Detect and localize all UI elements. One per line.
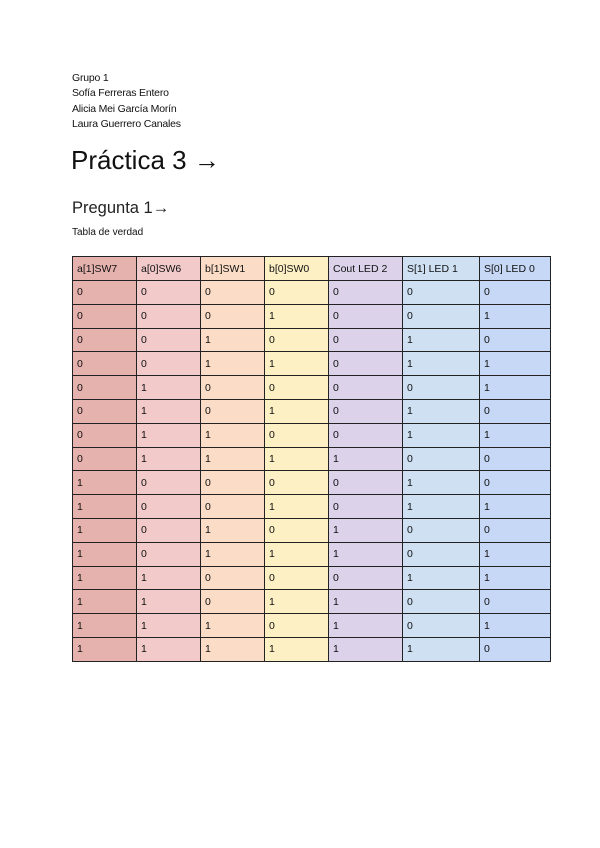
table-row — [73, 328, 551, 352]
table-cell: 0 — [137, 471, 201, 495]
table-cell: 0 — [73, 447, 137, 471]
table-cell: 1 — [480, 542, 551, 566]
table-cell: 1 — [265, 447, 329, 471]
table-cell: 0 — [73, 304, 137, 328]
table-row — [73, 518, 551, 542]
table-cell: 0 — [403, 542, 480, 566]
table-cell: 0 — [265, 566, 329, 590]
table-cell: 0 — [480, 471, 551, 495]
table-cell: 0 — [201, 376, 265, 400]
table-cell: 1 — [480, 566, 551, 590]
table-row — [73, 304, 551, 328]
table-cell: 1 — [265, 637, 329, 661]
table-cell: 0 — [137, 495, 201, 519]
table-cell: 1 — [137, 376, 201, 400]
table-cell: 0 — [480, 518, 551, 542]
table-cell: 0 — [73, 328, 137, 352]
table-cell: 1 — [265, 590, 329, 614]
table-cell: 0 — [329, 281, 403, 305]
table-cell: 1 — [137, 423, 201, 447]
table-cell: 1 — [480, 304, 551, 328]
table-cell: 1 — [73, 566, 137, 590]
table-cell: 1 — [329, 590, 403, 614]
table-cell: 1 — [329, 542, 403, 566]
table-cell: 1 — [137, 637, 201, 661]
table-cell: 1 — [73, 518, 137, 542]
table-cell: 0 — [329, 423, 403, 447]
table-cell: 0 — [265, 328, 329, 352]
column-header: Cout LED 2 — [329, 257, 403, 281]
table-cell: 1 — [73, 614, 137, 638]
table-cell: 0 — [265, 518, 329, 542]
table-cell: 0 — [201, 399, 265, 423]
table-cell: 0 — [480, 328, 551, 352]
table-cell: 0 — [137, 518, 201, 542]
column-header: a[0]SW6 — [137, 257, 201, 281]
table-row — [73, 637, 551, 661]
table-cell: 0 — [329, 376, 403, 400]
table-cell: 1 — [480, 614, 551, 638]
table-cell: 0 — [137, 328, 201, 352]
table-cell: 1 — [480, 423, 551, 447]
table-cell: 1 — [201, 423, 265, 447]
table-cell: 0 — [329, 495, 403, 519]
column-header: S[1] LED 1 — [403, 257, 480, 281]
table-cell: 0 — [201, 566, 265, 590]
table-cell: 0 — [403, 518, 480, 542]
table-cell: 0 — [480, 637, 551, 661]
table-cell: 0 — [329, 399, 403, 423]
table-cell: 0 — [73, 423, 137, 447]
section-heading: Pregunta 1→ — [72, 199, 170, 217]
table-cell: 0 — [201, 590, 265, 614]
table-cell: 0 — [73, 399, 137, 423]
author-block — [72, 71, 181, 132]
table-cell: 1 — [137, 399, 201, 423]
table-cell: 1 — [403, 471, 480, 495]
table-row — [73, 590, 551, 614]
table-cell: 1 — [201, 518, 265, 542]
author-name: Alicia Mei García Morín — [72, 102, 177, 115]
table-cell: 1 — [265, 542, 329, 566]
table-row — [73, 566, 551, 590]
table-cell: 1 — [480, 352, 551, 376]
table-cell: 0 — [480, 399, 551, 423]
table-cell: 1 — [265, 495, 329, 519]
table-cell: 1 — [403, 637, 480, 661]
table-cell: 0 — [480, 281, 551, 305]
table-cell: 1 — [137, 447, 201, 471]
table-cell: 1 — [265, 399, 329, 423]
table-cell: 1 — [137, 566, 201, 590]
group-name: Grupo 1 — [72, 72, 109, 84]
table-cell: 1 — [201, 447, 265, 471]
table-cell: 1 — [201, 328, 265, 352]
table-cell: 1 — [201, 542, 265, 566]
table-cell: 0 — [329, 328, 403, 352]
table-cell: 1 — [73, 471, 137, 495]
table-cell: 1 — [73, 590, 137, 614]
table-cell: 1 — [480, 495, 551, 519]
table-cell: 0 — [329, 566, 403, 590]
page-title: Práctica 3 → — [71, 145, 220, 175]
author-name: Laura Guerrero Canales — [72, 117, 181, 130]
table-cell: 0 — [403, 304, 480, 328]
table-cell: 1 — [201, 637, 265, 661]
table-cell: 0 — [201, 281, 265, 305]
table-cell: 1 — [329, 518, 403, 542]
table-cell: 0 — [201, 495, 265, 519]
table-cell: 0 — [403, 590, 480, 614]
table-cell: 1 — [329, 637, 403, 661]
column-header: b[1]SW1 — [201, 257, 265, 281]
table-cell: 0 — [137, 304, 201, 328]
table-row — [73, 542, 551, 566]
table-cell: 0 — [403, 447, 480, 471]
table-cell: 1 — [137, 590, 201, 614]
table-cell: 1 — [403, 495, 480, 519]
table-row — [73, 471, 551, 495]
author-name: Sofía Ferreras Entero — [72, 87, 169, 100]
column-header: a[1]SW7 — [73, 257, 137, 281]
table-row — [73, 399, 551, 423]
table-cell: 0 — [137, 281, 201, 305]
table-cell: 0 — [480, 447, 551, 471]
table-cell: 0 — [137, 542, 201, 566]
table-row — [73, 495, 551, 519]
table-cell: 0 — [265, 614, 329, 638]
column-header: b[0]SW0 — [265, 257, 329, 281]
table-row — [73, 447, 551, 471]
table-cell: 0 — [265, 376, 329, 400]
table-row — [73, 423, 551, 447]
table-cell: 1 — [403, 566, 480, 590]
table-cell: 1 — [73, 637, 137, 661]
table-row — [73, 281, 551, 305]
table-cell: 0 — [403, 376, 480, 400]
table-cell: 1 — [403, 328, 480, 352]
table-cell: 1 — [329, 447, 403, 471]
table-cell: 1 — [73, 542, 137, 566]
table-cell: 0 — [329, 304, 403, 328]
table-cell: 0 — [73, 376, 137, 400]
table-cell: 1 — [137, 614, 201, 638]
truth-table — [72, 256, 551, 662]
table-row — [73, 614, 551, 638]
table-cell: 1 — [265, 352, 329, 376]
table-cell: 1 — [73, 495, 137, 519]
table-cell: 1 — [265, 304, 329, 328]
table-cell: 1 — [403, 352, 480, 376]
table-cell: 1 — [403, 423, 480, 447]
table-cell: 1 — [201, 614, 265, 638]
table-cell: 1 — [201, 352, 265, 376]
table-row — [73, 352, 551, 376]
column-header: S[0] LED 0 — [480, 257, 551, 281]
table-cell: 0 — [73, 352, 137, 376]
table-cell: 0 — [403, 281, 480, 305]
table-cell: 0 — [265, 423, 329, 447]
table-cell: 1 — [329, 614, 403, 638]
table-cell: 0 — [329, 471, 403, 495]
table-cell: 1 — [403, 399, 480, 423]
table-cell: 0 — [201, 471, 265, 495]
table-caption: Tabla de verdad — [72, 227, 144, 238]
table-cell: 0 — [201, 304, 265, 328]
table-cell: 0 — [137, 352, 201, 376]
table-cell: 1 — [480, 376, 551, 400]
table-cell: 0 — [480, 590, 551, 614]
table-row — [73, 376, 551, 400]
table-cell: 0 — [265, 471, 329, 495]
table-header-row — [73, 257, 551, 281]
table-cell: 0 — [329, 352, 403, 376]
table-cell: 0 — [403, 614, 480, 638]
table-cell: 0 — [265, 281, 329, 305]
table-cell: 0 — [73, 281, 137, 305]
table-body — [73, 281, 551, 662]
